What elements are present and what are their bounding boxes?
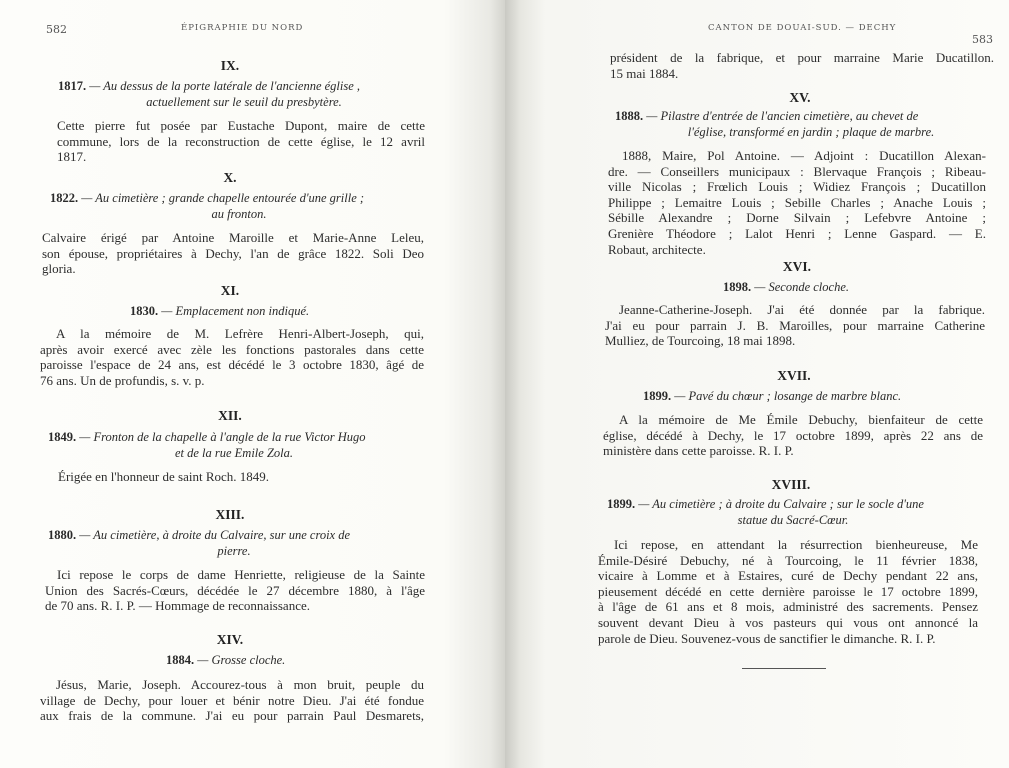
entry-text: Cette pierre fut posée par Eustache Dupont, maire de cette commune, lors de la reconstruction de cette église, le 12 avril 1817.	[57, 118, 425, 165]
entry-text: A la mémoire de M. Lefrère Henri-Albert-Joseph, qui, après avoir exercé avec zèle les fonctions pastorales dans cette paroisse l'espace de 24 ans, est décédé le 3 octobre 1830, âgé de 76 ans. Un de profundis, s. v. p.	[40, 326, 424, 388]
page-number-right: 583	[972, 33, 993, 46]
entry-number: XIII.	[215, 507, 245, 522]
entry-heading: 1817. — Au dessus de la porte latérale de l'ancienne église , actuellement sur le seuil du presbytère.	[58, 79, 361, 109]
entry-number: XIV.	[216, 632, 244, 647]
running-head-right: CANTON DE DOUAI-SUD. — DECHY	[708, 23, 897, 33]
entry-number: XI.	[220, 283, 240, 298]
entry-heading: 1830. — Emplacement non indiqué.	[130, 304, 310, 318]
entry-text: A la mémoire de Me Émile Debuchy, bienfaiteur de cette église, décédé à Dechy, le 17 octobre 1899, après 22 ans de ministère dans cette paroisse. R. I. P.	[603, 412, 983, 459]
entry-heading: 1880. — Au cimetière, à droite du Calvaire, sur une croix de pierre.	[48, 528, 351, 558]
entry-text: Érigée en l'honneur de saint Roch. 1849.	[58, 469, 270, 484]
entry-number: XVII.	[777, 368, 811, 383]
entry-heading: 1888. — Pilastre d'entrée de l'ancien cimetière, au chevet de l'église, transformé en jardin ; plaque de marbre.	[615, 109, 935, 139]
entry-number: XVI.	[782, 259, 812, 274]
entry-text: Jésus, Marie, Joseph. Accourez-tous à mon bruit, peuple du village de Dechy, pour louer et bénir notre Dieu. J'ai été fondue aux frais de la commune. J'ai eu pour parrain Paul Desmarets,	[40, 677, 424, 724]
entry-heading: 1899. — Pavé du chœur ; losange de marbre blanc.	[643, 389, 902, 403]
end-rule	[742, 668, 826, 669]
entry-heading: 1822. — Au cimetière ; grande chapelle entourée d'une grille ; au fronton.	[50, 191, 365, 221]
entry-text: Jeanne-Catherine-Joseph. J'ai été donnée par la fabrique. J'ai eu pour parrain J. B. Maroilles, pour marraine Catherine Mulliez, de Tourcoing, 18 mai 1898.	[605, 302, 985, 349]
entry-number: XII.	[218, 408, 242, 423]
entry-heading: 1849. — Fronton de la chapelle à l'angle de la rue Victor Hugo et de la rue Emile Zola.	[48, 430, 366, 460]
entry-number: X.	[223, 170, 237, 185]
entry-heading: 1898. — Seconde cloche.	[723, 280, 850, 294]
entry-text: Ici repose, en attendant la résurrection bienheureuse, Me Émile-Désiré Debuchy, né à Tourcoing, le 11 février 1838, vicaire à Lomme et à Estaires, curé de Dechy pendant 22 ans, pieusement décédé en cette dernière paroisse le 17 octobre 1899, à l'âge de 61 ans et 8 mois, administré des sacrements. Pensez souvent devant Dieu à vos pasteurs qui vous ont annoncé la parole de Dieu. Souvenez-vous de sanctifier le dimanche. R. I. P.	[598, 537, 978, 646]
entry-heading: 1899. — Au cimetière ; à droite du Calvaire ; sur le socle d'une statue du Sacré-Cœur.	[607, 497, 924, 527]
entry-number: IX.	[220, 58, 240, 73]
page-number-left: 582	[46, 23, 67, 36]
running-head-left: ÉPIGRAPHIE DU NORD	[181, 23, 304, 33]
entry-text: Calvaire érigé par Antoine Maroille et Marie-Anne Leleu, son épouse, propriétaires à Dechy, l'an de grâce 1822. Soli Deo gloria.	[42, 230, 424, 277]
entry-text: 1888, Maire, Pol Antoine. — Adjoint : Ducatillon Alexan- dre. — Conseillers municipaux : Blervaque François ; Ribeau- ville Nicolas ; Frœlich Louis ; Widiez François ; Ducatillon Philippe ; Lemaitre Louis ; Sebille Charles ; Anache Louis ; Sébille Alexandre ; Dorne Silvain ; Lefebvre Antoine ; Grenière Théodore ; Lalot Henri ; Lenne Gaspard. — E. Robaut, architecte.	[608, 148, 986, 257]
continuation-text: président de la fabrique, et pour marraine Marie Ducatillon. 15 mai 1884.	[610, 50, 994, 81]
entry-number: XV.	[789, 90, 811, 105]
entry-heading: 1884. — Grosse cloche.	[166, 653, 286, 667]
entry-number: XVIII.	[771, 477, 811, 492]
entry-text: Ici repose le corps de dame Henriette, religieuse de la Sainte Union des Sacrés-Cœurs, décédée le 27 décembre 1880, à l'âge de 70 ans. R. I. P. — Hommage de reconnaissance.	[45, 567, 425, 614]
right-page	[505, 0, 1009, 768]
